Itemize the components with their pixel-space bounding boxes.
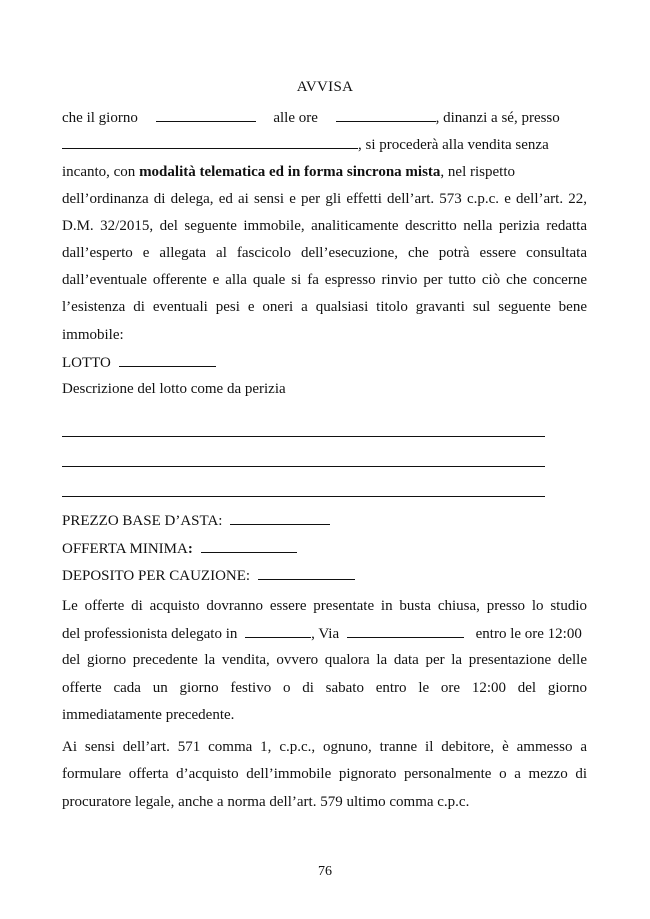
blank-prezzo — [230, 510, 330, 525]
paragraph-3-line-1: Ai sensi dell’art. 571 comma 1, c.p.c., ognuno, tranne il debitore, è ammesso a — [62, 739, 587, 755]
text-segment: incanto, con — [62, 164, 136, 180]
blank-street — [347, 623, 464, 638]
paragraph-3-line-2: formulare offerta d’acquisto dell’immobile pignorato personalmente o a mezzo di — [62, 766, 587, 782]
description-blank-line-3 — [62, 496, 545, 497]
prezzo-line — [62, 510, 587, 531]
blank-offerta — [201, 538, 297, 553]
offerta-line — [62, 538, 587, 559]
paragraph-3-line-3: procuratore legale, anche a norma dell’art. 579 ultimo comma c.p.c. — [62, 794, 470, 810]
page-number: 76 — [318, 864, 332, 879]
heading: AVVISA — [296, 79, 354, 95]
text-segment: che il giorno — [62, 110, 138, 126]
text-segment: , dinanzi a sé, presso — [435, 110, 560, 126]
text-line-8: l’esistenza di eventuali pesi e oneri a qualsiasi titolo gravanti sul seguente bene — [62, 299, 587, 315]
blank-city — [245, 623, 311, 638]
description-blank-line-1 — [62, 436, 545, 437]
text-segment: , Via — [311, 626, 340, 642]
blank-time — [336, 107, 436, 122]
paragraph-2-line-3: del giorno precedente la vendita, ovvero qualora la data per la presentazione delle — [62, 652, 587, 668]
descrizione-line: Descrizione del lotto come da perizia — [62, 381, 286, 397]
blank-date — [156, 107, 256, 122]
text-segment: alle ore — [273, 110, 318, 126]
text-line-2 — [62, 134, 587, 155]
text-segment: , nel rispetto — [440, 164, 515, 180]
text-line-1 — [62, 107, 587, 128]
offerta-colon: : — [187, 541, 193, 557]
lotto-label: LOTTO — [62, 355, 111, 371]
deposito-label: DEPOSITO PER CAUZIONE: — [62, 568, 251, 584]
text-line-7: dall’eventuale offerente e alla quale si fa espresso rinvio per tutto ciò che concerne — [62, 272, 587, 288]
text-line-9: immobile: — [62, 327, 124, 343]
blank-place — [62, 134, 358, 149]
text-segment: del professionista delegato in — [62, 626, 238, 642]
prezzo-label: PREZZO BASE D’ASTA: — [62, 513, 223, 529]
text-line-3 — [62, 162, 587, 182]
deposito-line — [62, 565, 587, 586]
text-segment: entro le ore 12:00 — [475, 626, 582, 642]
bold-phrase: modalità telematica ed in forma sincrona mista — [139, 164, 441, 180]
lotto-line — [62, 352, 587, 373]
paragraph-2-line-2 — [62, 623, 587, 644]
text-line-4: dell’ordinanza di delega, ed ai sensi e per gli effetti dell’art. 573 c.p.c. e dell’art. 22, — [62, 191, 587, 207]
paragraph-2-line-1: Le offerte di acquisto dovranno essere presentate in busta chiusa, presso lo studio — [62, 598, 587, 614]
text-line-6: dall’esperto e allegata al fascicolo dell’esecuzione, che potrà essere consultata — [62, 245, 587, 261]
description-blank-line-2 — [62, 466, 545, 467]
text-line-5: D.M. 32/2015, del seguente immobile, analiticamente descritto nella perizia redatta — [62, 218, 587, 234]
paragraph-2-line-4: offerte cada un giorno festivo o di sabato entro le ore 12:00 del giorno — [62, 680, 587, 696]
paragraph-2-line-5: immediatamente precedente. — [62, 707, 235, 723]
blank-lotto — [119, 352, 216, 367]
blank-deposito — [258, 565, 355, 580]
text-segment: , si procederà alla vendita senza — [358, 137, 549, 153]
offerta-label: OFFERTA MINIMA — [62, 541, 188, 557]
